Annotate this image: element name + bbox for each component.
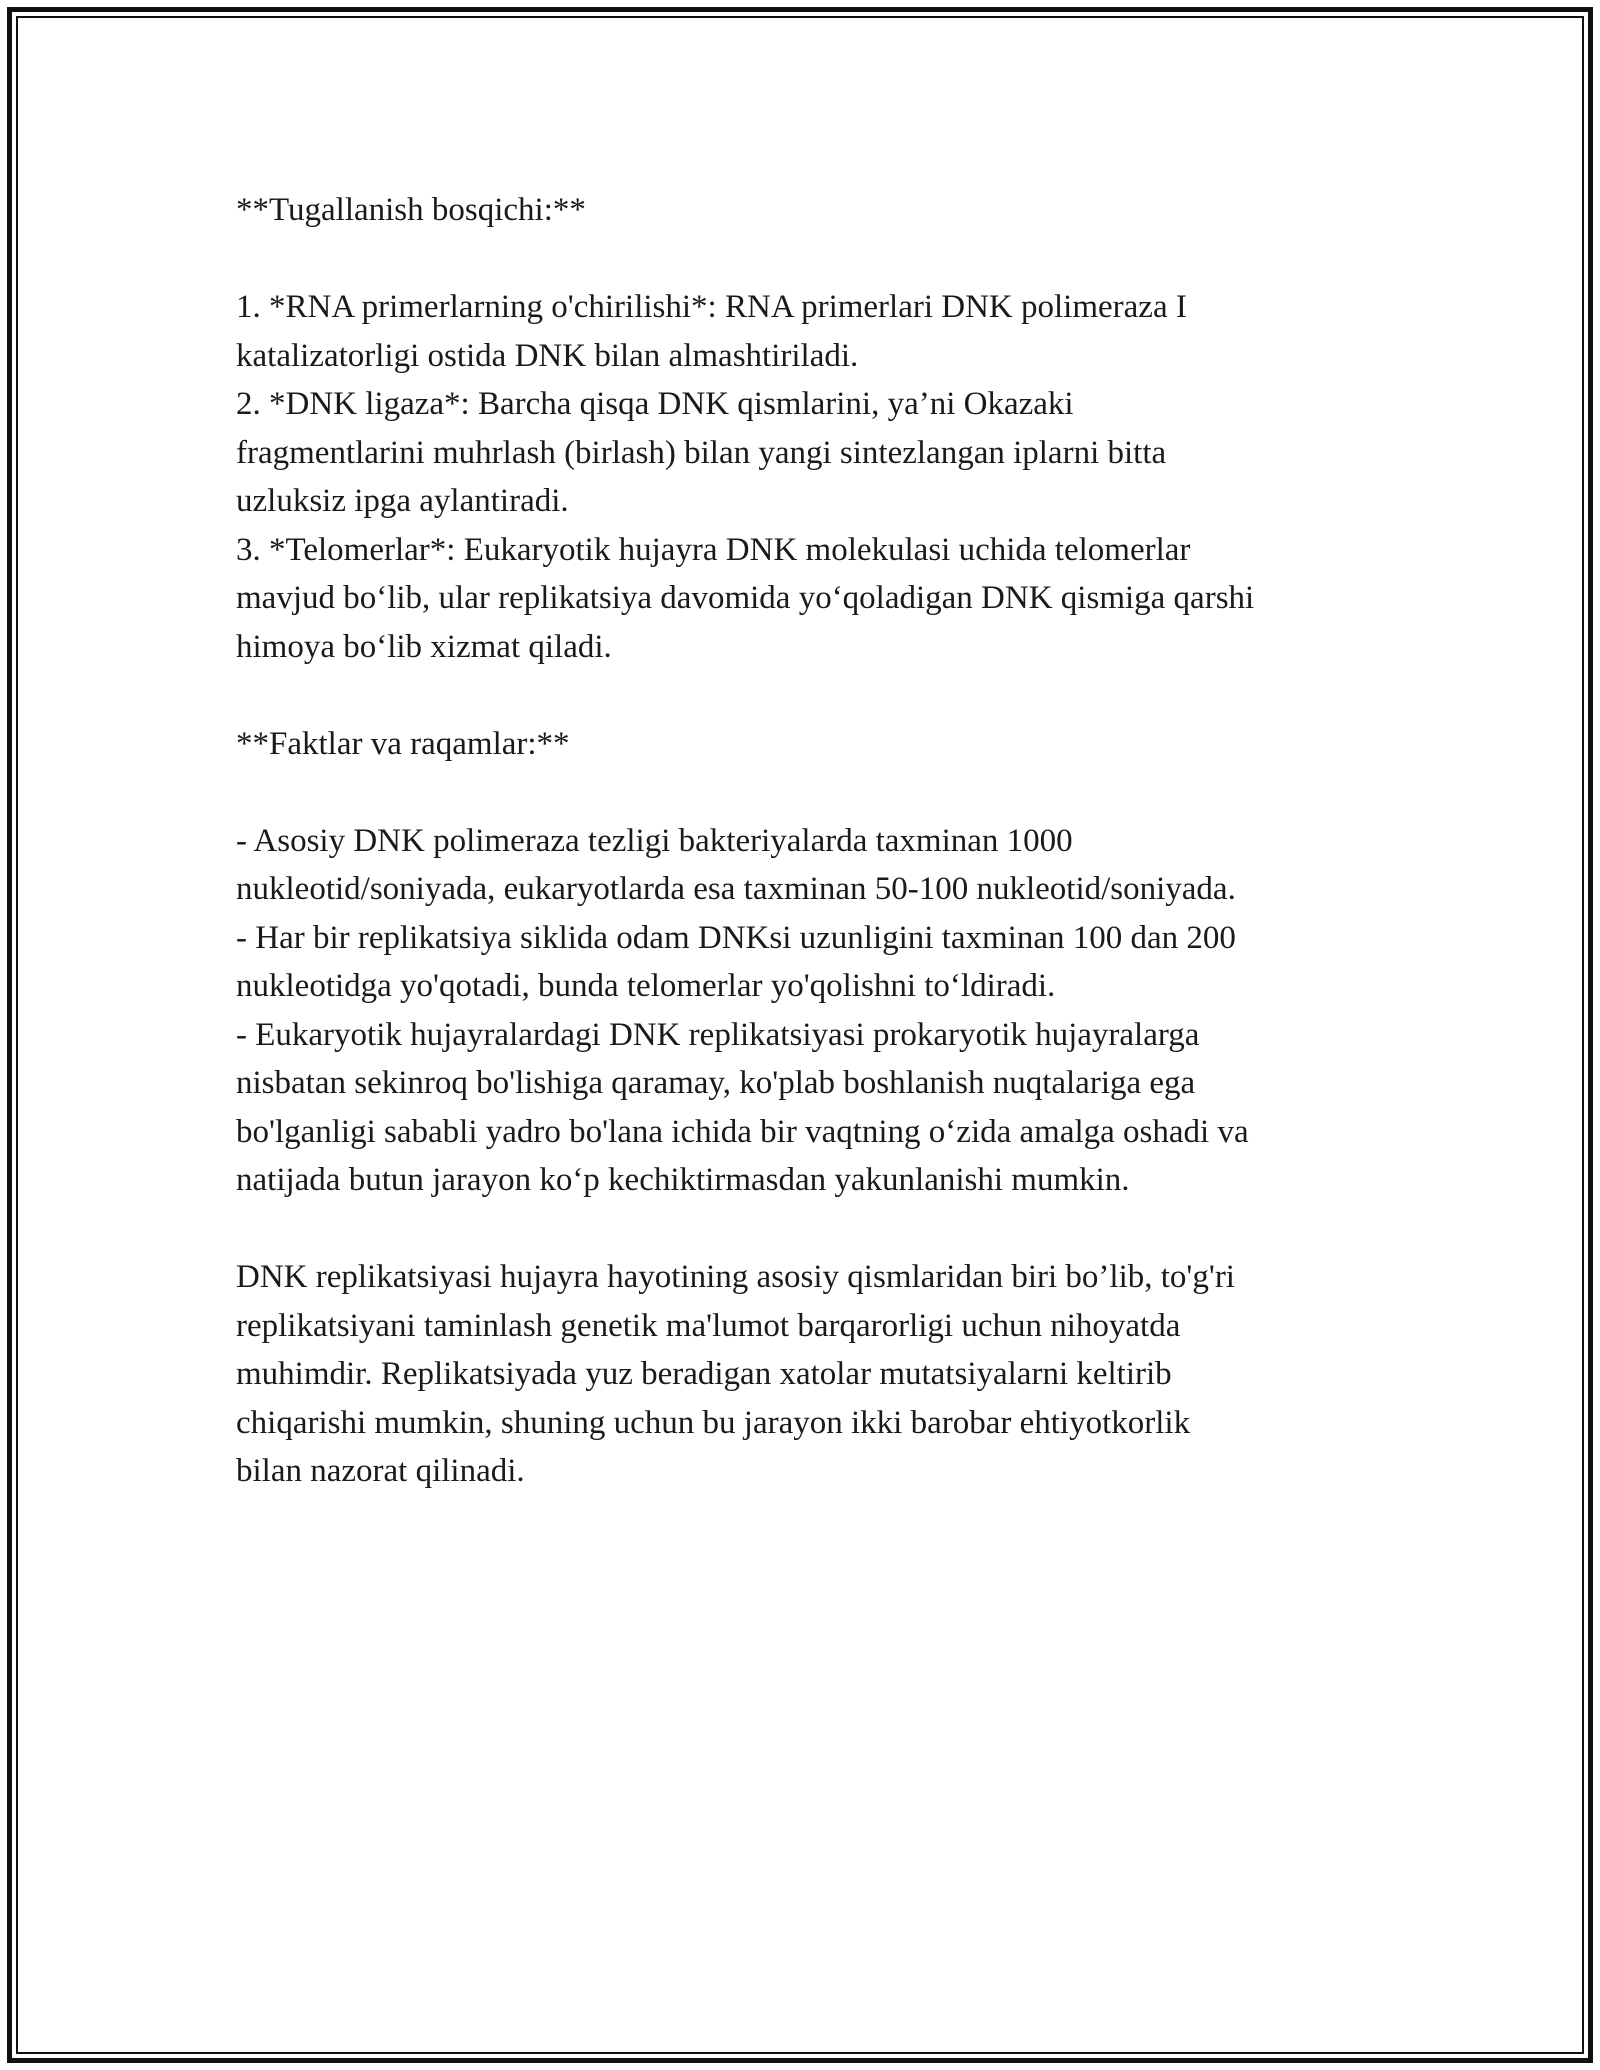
spacer (236, 1205, 1386, 1254)
completion-heading: **Tugallanish bosqichi:** (236, 192, 586, 228)
spacer (236, 235, 1386, 284)
spacer (236, 671, 1386, 720)
completion-step-3: 3. *Telomerlar*: Eukaryotik hujayra DNK molekulasi uchida telomerlar mavjud bo‘lib, ular replikatsiya davomida yo‘qoladigan DNK qismiga qarshi himoya bo‘lib xizmat qiladi. (236, 531, 1255, 665)
fact-1: - Asosiy DNK polimeraza tezligi bakteriyalarda taxminan 1000 nukleotid/soniyada, eukaryotlarda esa taxminan 50-100 nukleotid/soniyada. (236, 822, 1236, 907)
document-body (236, 186, 1386, 1496)
fact-2: - Har bir replikatsiya siklida odam DNKsi uzunligini taxminan 100 dan 200 nukleotidga yo'qotadi, bunda telomerlar yo'qolishni to‘ldiradi. (236, 919, 1236, 1004)
conclusion-paragraph: DNK replikatsiyasi hujayra hayotining asosiy qismlaridan biri bo’lib, to'g'ri replikatsiyani taminlash genetik ma'lumot barqarorligi uchun nihoyatda muhimdir. Replikatsiyada yuz beradigan xatolar mutatsiyalarni keltirib chiqarishi mumkin, shuning uchun bu jarayon ikki barobar ehtiyotkorlik bilan nazorat qilinadi. (236, 1259, 1235, 1489)
facts-heading: **Faktlar va raqamlar:** (236, 725, 570, 762)
completion-step-1: 1. *RNA primerlarning o'chirilishi*: RNA primerlari DNK polimeraza I katalizatorligi ostida DNK bilan almashtiriladi. (236, 289, 1187, 374)
completion-step-2: 2. *DNK ligaza*: Barcha qisqa DNK qismlarini, ya’ni Okazaki fragmentlarini muhrlash (birlash) bilan yangi sintezlangan iplarni bitta uzluksiz ipga aylantiradi. (236, 386, 1167, 519)
fact-3: - Eukaryotik hujayralardagi DNK replikatsiyasi prokaryotik hujayralarga nisbatan sekinroq bo'lishiga qaramay, ko'plab boshlanish nuqtalariga ega bo'lganligi sababli yadro bo'lana ichida bir vaqtning o‘zida amalga oshadi va natijada butun jarayon ko‘p kechiktirmasdan yakunlanishi mumkin. (236, 1016, 1249, 1198)
spacer (236, 768, 1386, 817)
